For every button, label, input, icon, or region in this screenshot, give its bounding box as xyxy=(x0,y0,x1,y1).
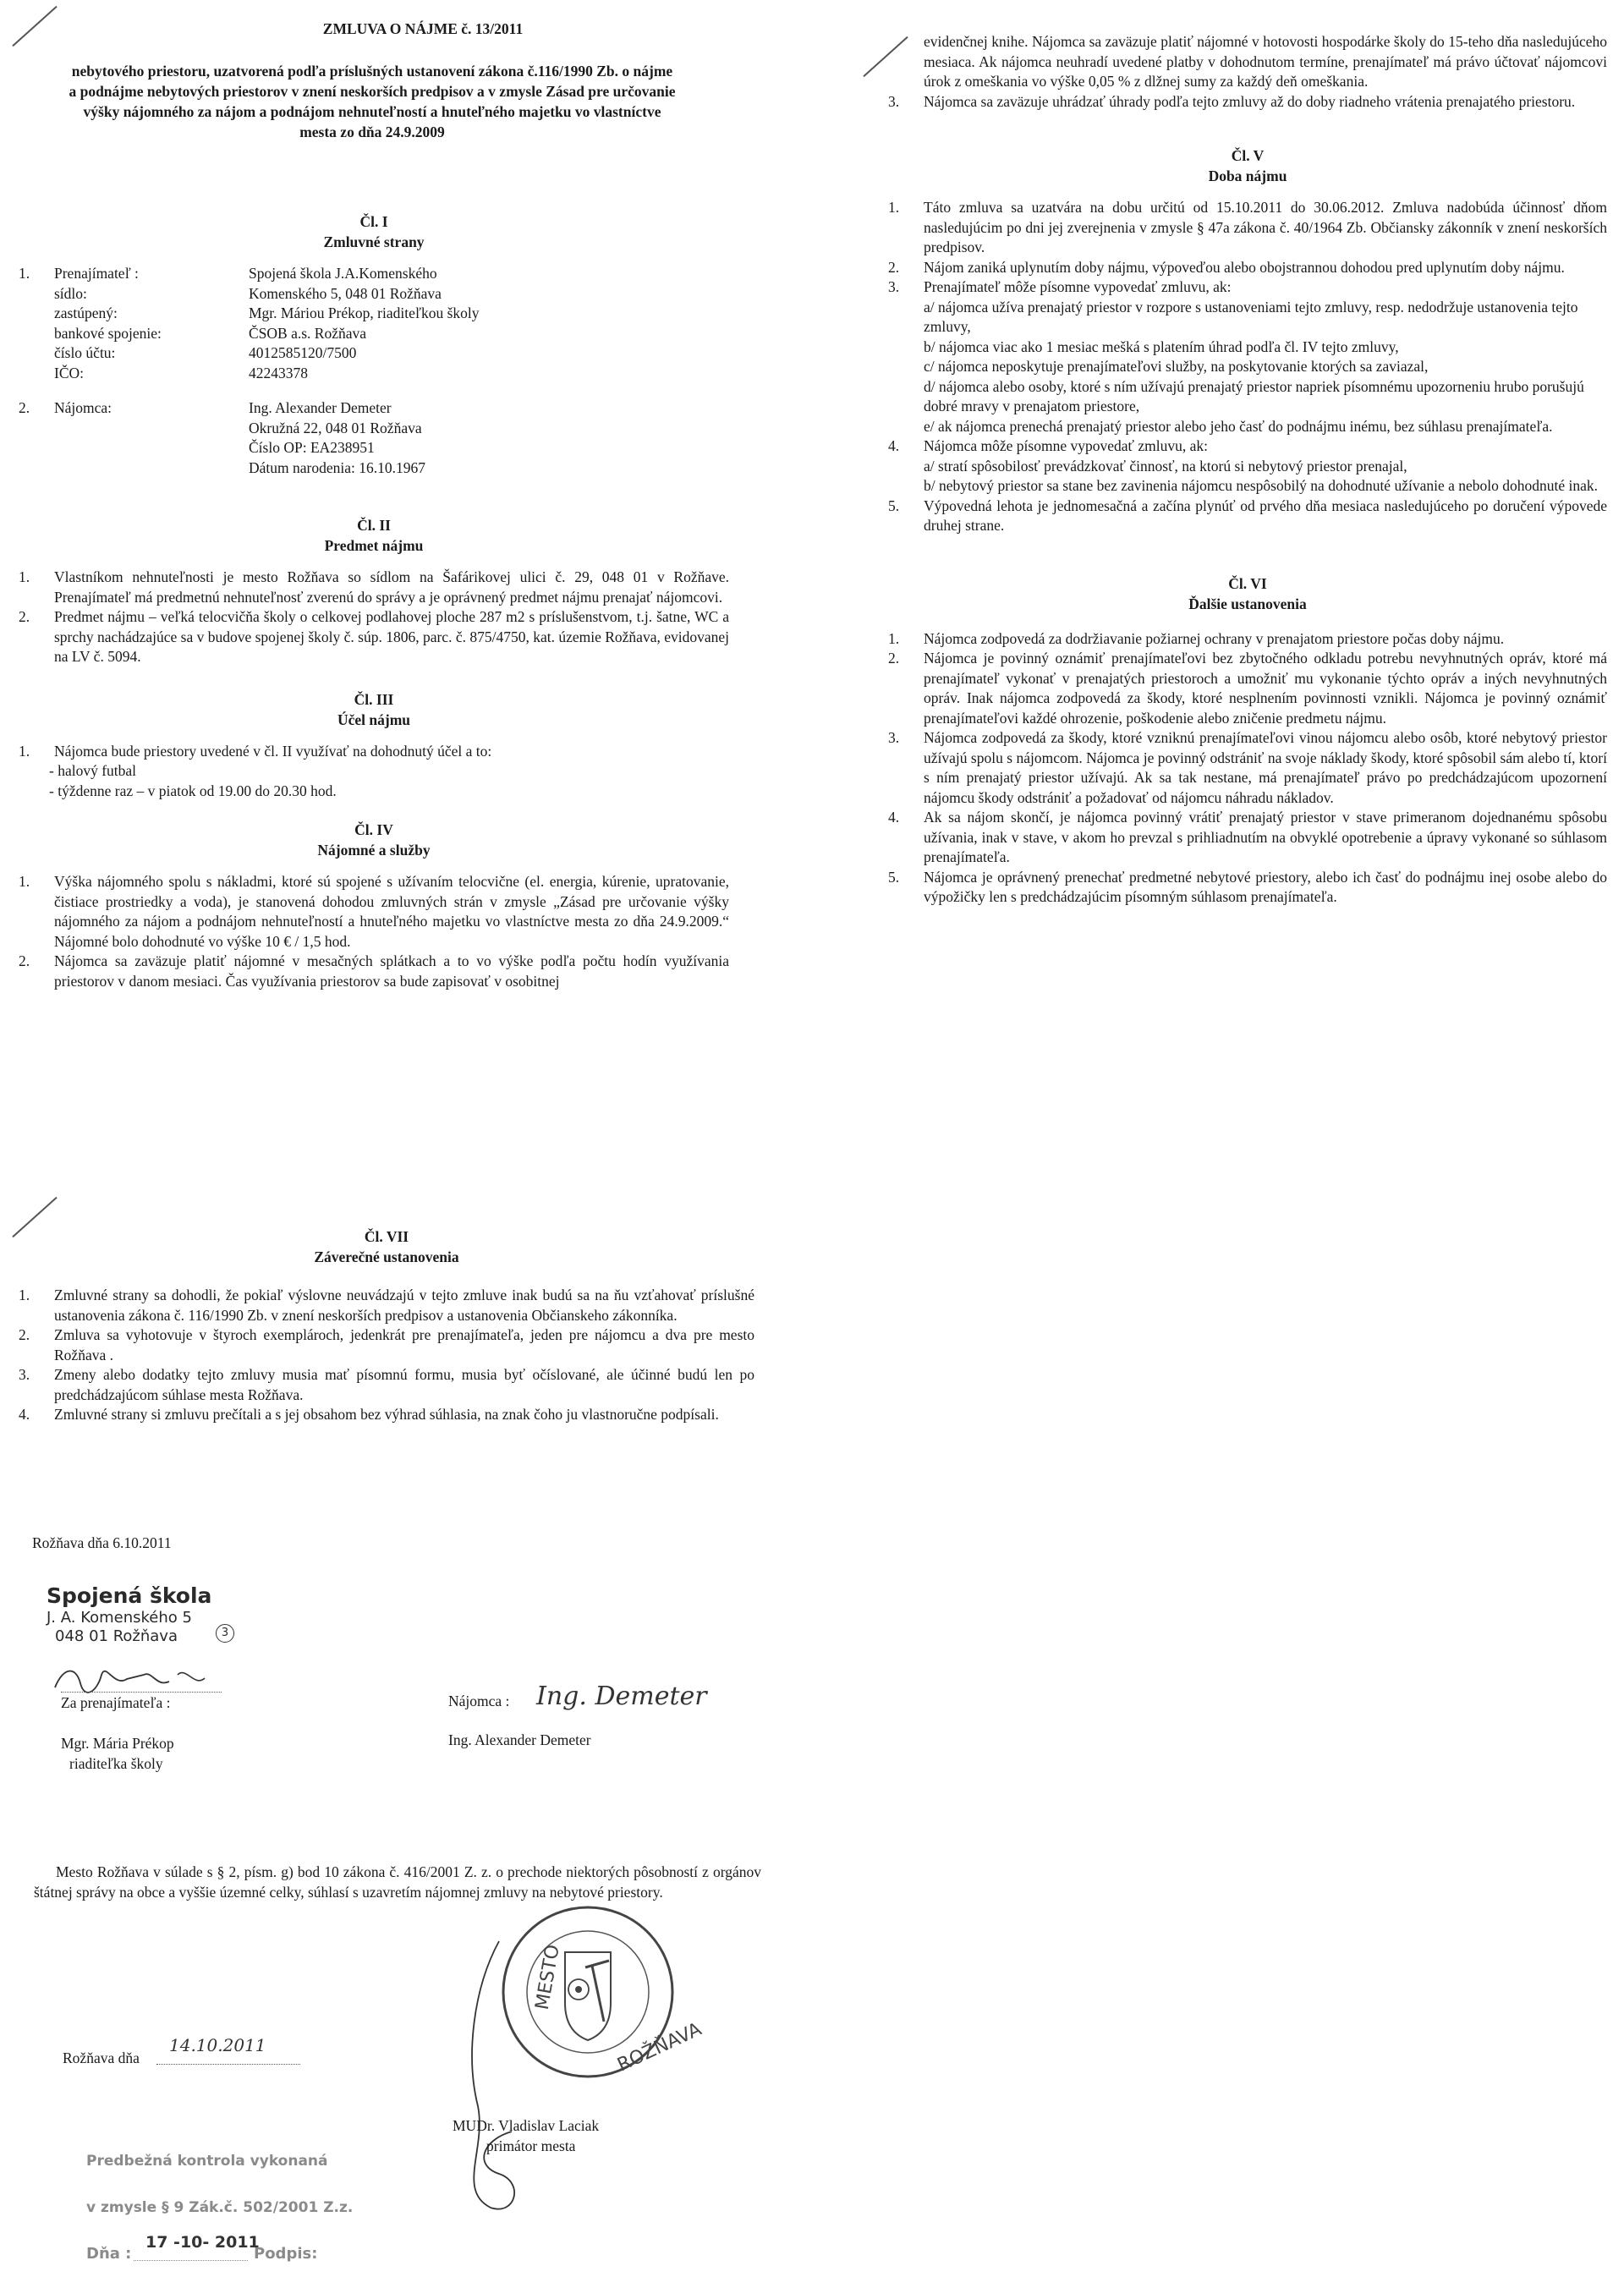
item-number: 2. xyxy=(888,650,900,667)
item-text: Táto zmluva sa uzatvára na dobu určitú od 15.10.2011 do 30.06.2012. Zmluva nadobúda účinnosť dňom nasledujúcim po dni jej zverejnenia v zmysle § 47a zákona č. 40/1964 Zb. Občiansky zákonník v znení neskorších predpisov. xyxy=(924,199,1607,255)
article-7-heading: Čl. VII xyxy=(364,1228,409,1245)
list-item xyxy=(888,649,1607,728)
article-2-title: Predmet nájmu xyxy=(324,537,424,554)
landlord-dotted-line xyxy=(61,1692,222,1693)
stamp-line-1: Spojená škola xyxy=(47,1583,212,1608)
party-row-label: sídlo: xyxy=(54,284,87,302)
item-text: Nájomca je povinný oznámiť prenajímateľovi bez zbytočného odkladu potrebu nevyhnutných opráv, ktoré má prenajímateľ vykonať v prenajatých priestoroch a umožniť mu vykonanie týchto opráv a iných nevyhnutných opráv. Inak nájomca zodpovedá za škody, ktoré nesplnením povinnosti vznikli. Nájomca je povinný oznámiť prenajímateľovi každé ohrozenie, poškodenie alebo zničenie predmetu nájmu. xyxy=(924,650,1607,727)
article-4-heading: Čl. IV xyxy=(354,821,393,838)
party-landlord-details xyxy=(54,264,729,383)
city-consent-paragraph: Mesto Rožňava v súlade s § 2, písm. g) bod 10 zákona č. 416/2001 Z. z. o prechode niektorých pôsobností z orgánov štátnej správy na obce a vyššie územné celky, súhlasí s uzavretím nájomnej zmluvy na nebytové priestory. xyxy=(34,1863,761,1901)
article-6-items xyxy=(888,629,1607,908)
list-item xyxy=(888,728,1607,808)
item-text: Nájomca bude priestory uvedené v čl. II využívať na dohodnutý účel a to: xyxy=(54,742,492,760)
list-item xyxy=(19,607,729,667)
city-date-dotted-line xyxy=(156,2064,300,2065)
sub-item: - týždenne raz – v piatok od 19.00 do 20.30 hod. xyxy=(49,782,337,799)
item-number: 2. xyxy=(888,258,900,276)
item-text: Nájomca zodpovedá za škody, ktoré vzniknú prenajímateľovi vinou nájomcu alebo osôb, ktoré nebytový priestor užívajú spolu s nájomcom. Nájomca je povinný odstrániť na svoje náklady škody, ktoré spôsobil sám alebo tí, ktorí s ním prenajatý priestor užívajú. Ak sa tak nestane, má prenajímateľ právo po predchádzajúcom upozornení nájomcu škody odstrániť a požadovať od nájomcu náhradu nákladov. xyxy=(924,729,1607,806)
document-subtitle-line-4: mesta zo dňa 24.9.2009 xyxy=(299,123,445,140)
party-row-label: bankové spojenie: xyxy=(54,324,162,342)
seal-text-left: MESTO xyxy=(531,1943,564,2012)
item-number: 2. xyxy=(19,1326,30,1343)
control-stamp-sign-label: Podpis: xyxy=(254,2245,318,2263)
article-1-heading: Čl. I xyxy=(359,213,388,230)
school-stamp xyxy=(47,1583,229,1646)
item-number: 1. xyxy=(19,873,30,890)
item-text: Prenajímateľ môže písomne vypovedať zmluvu, ak: xyxy=(924,278,1232,295)
party-row-label: Nájomca: xyxy=(54,399,112,416)
document-subtitle-line-1: nebytového priestoru, uzatvorená podľa príslušných ustanovení zákona č.116/1990 Zb. o nájme xyxy=(71,63,673,80)
document-header xyxy=(17,19,727,142)
party-row-label xyxy=(54,458,249,479)
item-number: 5. xyxy=(888,497,900,514)
sub-item: b/ nájomca viac ako 1 mesiac mešká s platením úhrad podľa čl. IV tejto zmluvy, xyxy=(924,337,1399,355)
party-tenant-number: 2. xyxy=(19,399,30,416)
item-number: 4. xyxy=(888,809,900,826)
party-row-label xyxy=(54,419,249,439)
list-item xyxy=(888,198,1607,258)
sub-list xyxy=(888,457,1607,497)
item-number: 2. xyxy=(19,608,30,625)
party-row-value: Okružná 22, 048 01 Rožňava xyxy=(249,419,422,436)
item-number: 3. xyxy=(19,1366,30,1383)
article-7-title: Záverečné ustanovenia xyxy=(314,1248,459,1265)
article-1-title: Zmluvné strany xyxy=(323,233,425,250)
item-number: 4. xyxy=(888,437,900,454)
party-row-label: zastúpený: xyxy=(54,305,118,321)
party-tenant-details xyxy=(54,398,729,478)
party-landlord xyxy=(19,264,729,383)
item-number: 5. xyxy=(888,868,900,886)
sub-item: b/ nebytový priestor sa stane bez zavinenia nájomcu nespôsobilý na dohodnuté užívanie a nebolo dohodnuté inak. xyxy=(924,477,1599,494)
signing-place-date: Rožňava dňa 6.10.2011 xyxy=(32,1534,172,1551)
item-text: Nájomca je oprávnený prenechať predmetné nebytové priestory, alebo ich časť do podnájmu inej osobe alebo do výpožičky len s predchádzajúcim písomným súhlasom prenajímateľa. xyxy=(924,868,1607,905)
sub-list xyxy=(888,298,1607,437)
article-6-title: Ďalšie ustanovenia xyxy=(1188,595,1307,612)
tenant-name: Ing. Alexander Demeter xyxy=(448,1731,591,1748)
mayor-name: MUDr. Vladislav Laciak xyxy=(453,2117,600,2134)
control-stamp-date-label: Dňa : xyxy=(86,2245,132,2263)
final-provisions xyxy=(19,1226,754,1425)
sub-item: c/ nájomca neposkytuje prenajímateľovi služby, na poskytovanie ktorých sa zaviazal, xyxy=(924,358,1429,375)
party-tenant xyxy=(19,398,729,478)
mayor-role: primátor mesta xyxy=(486,2137,576,2154)
item-text: Nájomca sa zaväzuje uhrádzať úhrady podľa tejto zmluvy až do doby riadneho vrátenia prenajatého priestoru. xyxy=(924,92,1576,110)
list-item xyxy=(19,872,729,952)
seal-caption xyxy=(0,0,1,1)
document-subtitle-line-2: a podnájme nebytových priestorov v znení neskorších predpisov a v zmysle Zásad pre určovanie xyxy=(69,83,676,100)
party-row-value: Komenského 5, 048 01 Rožňava xyxy=(249,284,442,302)
sub-item: a/ nájomca užíva prenajatý priestor v rozpore s ustanoveniami tejto zmluvy, resp. nedodržuje ustanovenia tejto zmluvy, xyxy=(924,298,1578,335)
item-number: 3. xyxy=(888,729,900,746)
item-number: 1. xyxy=(19,568,30,585)
sub-item: - halový futbal xyxy=(49,762,137,779)
list-item xyxy=(888,436,1607,457)
landlord-role: riaditeľka školy xyxy=(69,1755,163,1772)
item-text: Zmluvné strany sa dohodli, že pokiaľ výslovne neuvádzajú v tejto zmluve inak budú sa na ňu vzťahovať príslušné ustanovenia zákona č. 116/1990 Zb. v znení neskorších predpisov a ustanovenia Občianskeho zákonníka. xyxy=(54,1287,754,1324)
list-item xyxy=(19,1405,754,1425)
sub-item: a/ stratí spôsobilosť prevádzkovať činnosť, na ktorú si nebytový priestor prenajal, xyxy=(924,457,1407,475)
item-text: Výpovedná lehota je jednomesačná a začína plynúť od prvého dňa mesiaca nasledujúceho po doručení výpovede druhej strane. xyxy=(924,497,1607,534)
item-number: 1. xyxy=(888,629,900,647)
party-landlord-number: 1. xyxy=(19,265,30,282)
item-number: 1. xyxy=(19,1287,30,1303)
party-row-value: Dátum narodenia: 16.10.1967 xyxy=(249,458,425,476)
control-stamp-date-value: 17 -10- 2011 xyxy=(145,2233,260,2252)
item-text: Ak sa nájom skončí, je nájomca povinný vrátiť prenajatý priestor v stave primeranom dojednanému spôsobu užívania, inak v stave, v akom ho prevzal s prihliadnutím na obvyklé opotrebenie a úpravy vykonané so súhlasom prenajímateľa. xyxy=(924,809,1607,865)
article-7-items xyxy=(19,1286,754,1425)
sub-item: d/ nájomca alebo osoby, ktoré s ním užívajú prenajatý priestor napriek písomnému upozorneniu hrubo porušujú dobré mravy v prenajatom priestore, xyxy=(924,377,1584,414)
right-column xyxy=(888,32,1607,908)
party-row-value: 4012585120/7500 xyxy=(249,344,357,361)
article-3-items xyxy=(19,742,729,802)
article-4-items xyxy=(19,872,729,991)
stamp-line-3: 048 01 Rožňava xyxy=(55,1627,178,1645)
tenant-label: Nájomca : xyxy=(448,1693,510,1709)
item-text: Nájomca sa zaväzuje platiť nájomné v mesačných splátkach a to vo výške podľa počtu hodín využívania priestorov v danom mesiaci. Čas využívania priestorov sa bude zapisovať v osobitnej xyxy=(54,952,729,990)
list-item xyxy=(19,1325,754,1365)
list-item xyxy=(19,568,729,607)
list-item xyxy=(888,808,1607,868)
party-tenant-row xyxy=(19,398,729,478)
party-row-value: Spojená škola J.A.Komenského xyxy=(249,265,437,282)
continued-paragraph: evidenčnej knihe. Nájomca sa zaväzuje platiť nájomné v hotovosti hospodárke školy do 15-teho dňa nasledujúceho mesiaca. Ak nájomca neuhradí uvedené platby v dohodnutom termíne, prenajímateľ má právo účtovať nájomcovi úrok z omeškania vo výške 0,05 % z dlžnej sumy za každý deň omeškania. xyxy=(924,33,1607,90)
seal-text-bottom: ROŽŇAVA xyxy=(614,2018,705,2077)
item-number: 1. xyxy=(888,199,900,216)
article-3-heading: Čl. III xyxy=(354,690,394,708)
party-row-label: číslo účtu: xyxy=(54,344,116,361)
article-2-items xyxy=(19,568,729,667)
item-number: 1. xyxy=(19,742,30,760)
item-text: Predmet nájmu – veľká telocvičňa školy o celkovej podlahovej ploche 287 m2 s príslušenstvom, t.j. šatne, WC a sprchy nachádzajúce sa v budove spojenej školy č. súp. 1806, parc. č. 875/4750, kat. územie Rožňava, evidovanej na LV č. 5094. xyxy=(54,608,729,665)
landlord-label: Za prenajímateľa : xyxy=(61,1694,171,1711)
tenant-signature: Ing. Demeter xyxy=(536,1682,707,1711)
document-subtitle-line-3: výšky nájomného za nájom a podnájom nehnuteľností a hnuteľného majetku vo vlastníctve xyxy=(83,103,661,120)
item-text: Nájom zaniká uplynutím doby nájmu, výpoveďou alebo obojstrannou dohodou pred uplynutím doby nájmu. xyxy=(924,258,1565,276)
control-stamp-dotted-line xyxy=(134,2260,248,2261)
item-number: 4. xyxy=(19,1406,30,1423)
item-number: 3. xyxy=(888,92,900,110)
party-row-label: Prenajímateľ : xyxy=(54,265,139,282)
list-item xyxy=(888,277,1607,298)
list-item xyxy=(19,1365,754,1405)
list-item xyxy=(19,742,729,762)
item-number: 2. xyxy=(19,952,30,969)
article-5-title: Doba nájmu xyxy=(1208,167,1287,184)
item-text: Výška nájomného spolu s nákladmi, ktoré sú spojené s užívaním telocvične (el. energia, kúrenie, upratovanie, čistiace prostriedky a voda), je stanovená dohodou zmluvných strán v zmysle „Zásad pre určovanie výšky nájomného za nájom a podnájom nehnuteľností a hnuteľného majetku vo vlastníctve mesta zo dňa 24.9.2009.“ Nájomné bolo dohodnuté vo výške 10 € / 1,5 hod. xyxy=(54,873,729,950)
party-row-value: Mgr. Máriou Prékop, riaditeľkou školy xyxy=(249,305,480,321)
item-text: Nájomca zodpovedá za dodržiavanie požiarnej ochrany v prenajatom priestore počas doby nájmu. xyxy=(924,629,1505,647)
item-text: Vlastníkom nehnuteľnosti je mesto Rožňava so sídlom na Šafárikovej ulici č. 29, 048 01 v Rožňave. Prenajímateľ má predmetnú nehnuteľnosť zverenú do správy a je oprávnený predmet nájmu prenajať nájomcovi. xyxy=(54,568,729,606)
control-stamp-line-1: Predbežná kontrola vykonaná xyxy=(86,2153,328,2170)
item-text: Nájomca môže písomne vypovedať zmluvu, ak: xyxy=(924,437,1208,454)
document-title: ZMLUVA O NÁJME č. 13/2011 xyxy=(322,20,524,37)
list-item xyxy=(888,629,1607,650)
list-item xyxy=(888,258,1607,278)
party-row-value: Číslo OP: EA238951 xyxy=(249,439,375,456)
article-5-items xyxy=(888,198,1607,536)
control-stamp-line-2: v zmysle § 9 Zák.č. 502/2001 Z.z. xyxy=(86,2199,354,2216)
party-row-label xyxy=(54,438,249,458)
article-5-heading: Čl. V xyxy=(1231,147,1265,164)
item-text: Zmeny alebo dodatky tejto zmluvy musia mať písomnú formu, musia byť očíslované, ale účinné budú len po predchádzajúcom súhlase mesta Rožňava. xyxy=(54,1366,754,1403)
stamp-line-2: J. A. Komenského 5 xyxy=(47,1609,192,1627)
city-date-label: Rožňava dňa xyxy=(63,2049,140,2066)
party-landlord-row xyxy=(19,264,729,383)
item-text: Zmluva sa vyhotovuje v štyroch exemplároch, jedenkrát pre prenajímateľa, jeden pre nájomcu a dva pre mesto Rožňava . xyxy=(54,1326,754,1363)
party-row-label: IČO: xyxy=(54,364,84,381)
article-2-heading: Čl. II xyxy=(357,517,391,534)
article-4-title: Nájomné a služby xyxy=(317,842,431,859)
left-column xyxy=(19,211,729,991)
party-row-value: 42243378 xyxy=(249,364,308,381)
party-row-value: ČSOB a.s. Rožňava xyxy=(249,324,367,342)
party-row-value: Ing. Alexander Demeter xyxy=(249,399,392,416)
item-number: 3. xyxy=(888,278,900,295)
list-item xyxy=(888,497,1607,536)
city-date-value: 14.10.2011 xyxy=(169,2035,266,2055)
stamp-number-circle: 3 xyxy=(216,1624,234,1643)
article-6-heading: Čl. VI xyxy=(1228,574,1267,592)
sub-item: e/ ak nájomca prenechá prenajatý priestor alebo jeho časť do podnájmu inému, bez súhlasu prenajímateľa. xyxy=(924,417,1553,435)
list-item xyxy=(888,92,1607,112)
item-text: Zmluvné strany si zmluvu prečítali a s jej obsahom bez výhrad súhlasia, na znak čoho ju vlastnoručne podpísali. xyxy=(54,1406,719,1423)
article-3-title: Účel nájmu xyxy=(337,711,411,728)
list-item xyxy=(19,1286,754,1325)
mayor-signature xyxy=(440,1937,533,2216)
landlord-name: Mgr. Mária Prékop xyxy=(61,1735,174,1752)
list-item xyxy=(19,952,729,991)
list-item xyxy=(888,868,1607,908)
